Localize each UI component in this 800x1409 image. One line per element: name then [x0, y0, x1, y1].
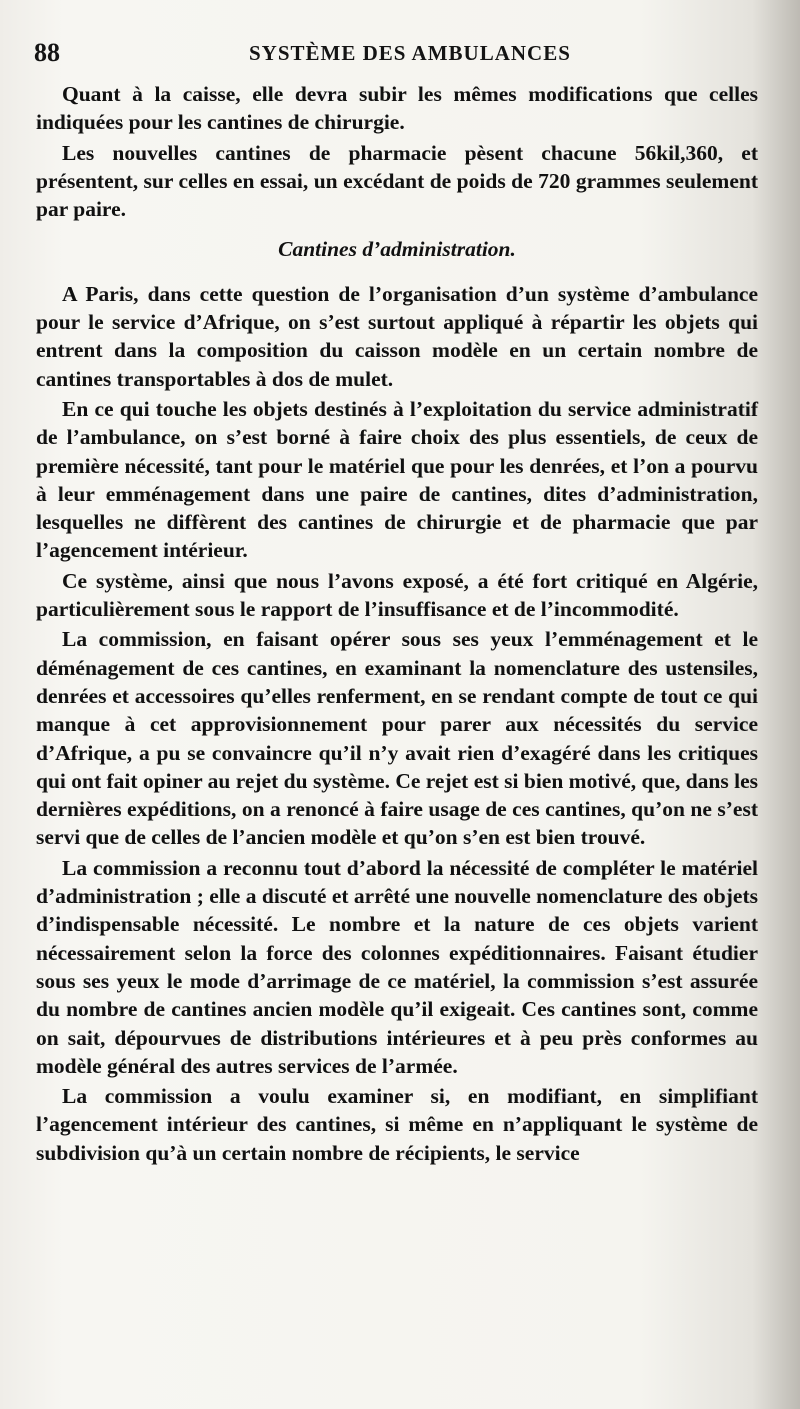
paragraph: La commission a voulu examiner si, en modifiant, en simplifiant l’agencement intérieur des cantines, si même en n’appliquant le système de subdivision qu’à un certain nombre de récipients, le service: [36, 1084, 758, 1165]
section-heading: Cantines d’administration.: [278, 237, 516, 262]
paragraph: En ce qui touche les objets destinés à l’exploitation du service administratif de l’ambulance, on s’est borné à faire choix des plus essentiels, de ceux de première nécessité, tant pour le matériel que pour les denrées, et l’on a pourvu à leur emménagement dans une paire de cantines, dites d’administration, lesquelles ne diffèrent des cantines de chirurgie et de pharmacie que par l’agencement intérieur.: [36, 396, 758, 563]
paragraph: Ce système, ainsi que nous l’avons exposé, a été fort critiqué en Algérie, particulièrement sous le rapport de l’insuffisance et de l’incommodité.: [36, 568, 758, 622]
paragraph: La commission a reconnu tout d’abord la nécessité de compléter le matériel d’administration ; elle a discuté et arrêté une nouvelle nomenclature des objets d’indispensable nécessité. Le nombre et la nature de ces objets varient nécessairement selon la force des colonnes expéditionnaires. Faisant étudier sous ses yeux le mode d’arrimage de ce matériel, la commission s’est assurée du nombre de cantines ancien modèle qu’il exigeait. Ces cantines sont, comme on sait, dépourvues de distributions intérieures et à peu près conformes au modèle général des autres services de l’armée.: [36, 855, 758, 1078]
page-number: 88: [34, 38, 60, 67]
paragraph: A Paris, dans cette question de l’organisation d’un système d’ambulance pour le service d’Afrique, on s’est surtout appliqué à répartir les objets qui entrent dans la composition du caisson modèle en un certain nombre de cantines transportables à dos de mulet.: [36, 281, 758, 391]
running-head: SYSTÈME DES AMBULANCES: [249, 41, 571, 65]
page-header: [34, 38, 760, 72]
body-text: [36, 80, 758, 1167]
paragraph: Les nouvelles cantines de pharmacie pèsent chacune 56kil,360, et présentent, sur celles en essai, un excédant de poids de 720 grammes seulement par paire.: [36, 140, 758, 222]
paragraph: Quant à la caisse, elle devra subir les mêmes modifications que celles indiquées pour les cantines de chirurgie.: [36, 82, 758, 135]
paragraph: La commission, en faisant opérer sous ses yeux l’emménagement et le déménagement de ces cantines, en examinant la nomenclature des ustensiles, denrées et accessoires qu’elles renferment, en se rendant compte de tout ce qui manque à cet approvisionnement pour parer aux nécessités du service d’Afrique, a pu se convaincre qu’il n’y avait rien d’exagéré dans les critiques qui ont fait opiner au rejet du système. Ce rejet est si bien motivé, que, dans les dernières expéditions, on a renoncé à faire usage de ces cantines, qu’on ne s’est servi que de celles de l’ancien modèle et qu’on s’en est bien trouvé.: [36, 627, 759, 850]
